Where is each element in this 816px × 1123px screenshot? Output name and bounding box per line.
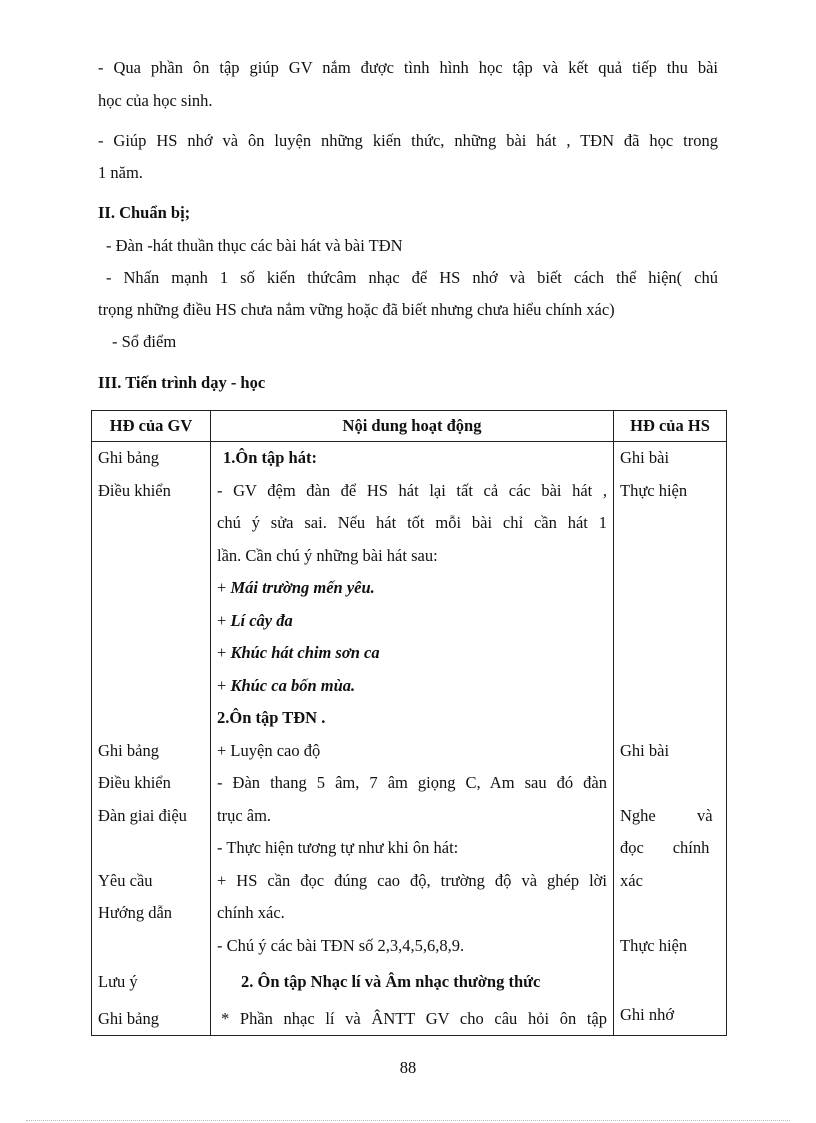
song-title: Lí cây đa — [230, 610, 293, 630]
song-item: + Lí cây đa — [217, 610, 293, 630]
gv-line: Hướng dẫn — [98, 903, 173, 922]
content-line: + Luyện cao độ — [217, 740, 321, 760]
song-title: Khúc hát chim sơn ca — [230, 643, 380, 662]
table-header-row — [92, 411, 727, 442]
content-line: + HS cần đọc đúng cao độ, trường độ và ghép lời — [217, 870, 607, 890]
hs-line: đọc chính — [620, 838, 710, 857]
gv-line: Ghi bảng — [98, 740, 159, 760]
content-line: - Đàn thang 5 âm, 7 âm giọng C, Am sau đó đàn — [217, 773, 607, 792]
gv-line: Ghi bảng — [98, 1008, 159, 1028]
page-bottom-divider — [26, 1120, 790, 1121]
song-item: + Mái trường mến yêu. — [217, 578, 375, 597]
process-heading: III. Tiến trình dạy - học — [98, 373, 266, 392]
hs-line: Nghe và — [620, 805, 713, 825]
content-line: - GV đệm đàn để HS hát lại tất cả các bài hát , — [217, 480, 607, 500]
preparation-item-3: - Sổ điểm — [112, 332, 177, 351]
content-line: trục âm. — [217, 805, 272, 825]
song-review-heading: 1.Ôn tập hát: — [223, 448, 317, 467]
content-line: chú ý sửa sai. Nếu hát tốt mỗi bài chỉ cần hát 1 — [217, 513, 607, 532]
content-column — [211, 442, 614, 1036]
gv-line: Điều khiển — [98, 480, 171, 500]
objectives-line-3: - Giúp HS nhớ và ôn luyện những kiến thức, những bài hát , TĐN đã học trong — [98, 131, 718, 150]
hs-line: Thực hiện — [620, 935, 688, 955]
content-line: * Phần nhạc lí và ÂNTT GV cho câu hỏi ôn tập — [221, 1008, 607, 1028]
content-line: chính xác. — [217, 903, 285, 922]
content-line: - Chú ý các bài TĐN số 2,3,4,5,6,8,9. — [217, 935, 465, 955]
table-row — [92, 442, 727, 1036]
objectives-line-2: học của học sinh. — [98, 91, 213, 110]
gv-line: Điều khiển — [98, 773, 171, 792]
song-item: + Khúc ca bốn mùa. — [217, 675, 356, 695]
preparation-heading: II. Chuẩn bị; — [98, 203, 191, 222]
page-number: 88 — [399, 1058, 417, 1077]
tdn-review-heading: 2.Ôn tập TĐN . — [217, 708, 326, 727]
hs-line: xác — [620, 870, 643, 890]
objectives-line-1: - Qua phần ôn tập giúp GV nắm được tình hình học tập và kết quả tiếp thu bài — [98, 58, 718, 77]
content-line: lần. Cần chú ý những bài hát sau: — [217, 545, 438, 565]
header-hs: HĐ của HS — [614, 411, 727, 442]
hs-line: Ghi bài — [620, 448, 670, 467]
gv-line: Lưu ý — [98, 972, 138, 991]
gv-line: Yêu cầu — [98, 870, 153, 890]
header-content: Nội dung hoạt động — [211, 411, 614, 442]
content-line: - Thực hiện tương tự như khi ôn hát: — [217, 838, 459, 857]
gv-line: Ghi bảng — [98, 448, 159, 467]
song-title: Mái trường mến yêu. — [230, 578, 375, 597]
objectives-line-4: 1 năm. — [98, 163, 143, 182]
gv-line: Đàn giai điệu — [98, 805, 187, 825]
preparation-item-1: - Đàn -hát thuần thục các bài hát và bài TĐN — [106, 236, 403, 255]
song-title: Khúc ca bốn mùa. — [230, 675, 356, 695]
lesson-table — [91, 410, 727, 1036]
hs-line: Ghi nhớ — [620, 1004, 675, 1024]
preparation-item-2a: - Nhấn mạnh 1 số kiến thứcâm nhạc để HS nhớ và biết cách thể hiện( chú — [106, 268, 718, 287]
hs-line: Ghi bài — [620, 740, 670, 760]
hs-column — [614, 442, 727, 1036]
header-gv: HĐ của GV — [92, 411, 211, 442]
hs-line: Thực hiện — [620, 480, 688, 500]
preparation-item-2b: trọng những điều HS chưa nắm vững hoặc đã biết nhưng chưa hiểu chính xác) — [98, 300, 615, 319]
theory-review-heading: 2. Ôn tập Nhạc lí và Âm nhạc thường thức — [241, 972, 541, 991]
song-item: + Khúc hát chim sơn ca — [217, 643, 380, 662]
gv-column — [92, 442, 211, 1036]
